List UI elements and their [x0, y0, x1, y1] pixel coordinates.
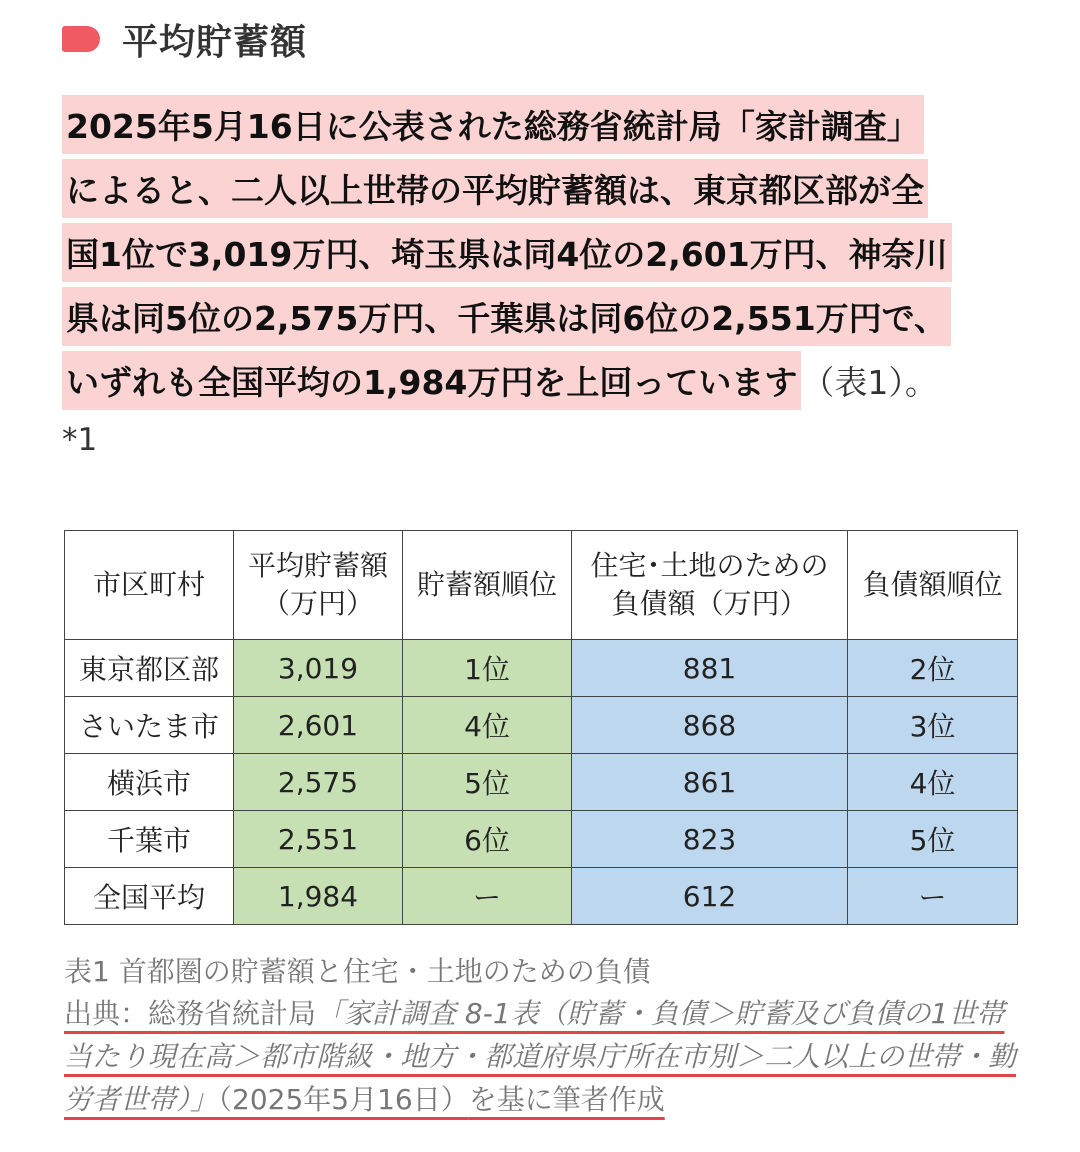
header-savings-rank: 貯蓄額順位	[403, 531, 572, 640]
paragraph-line-2: によると、二人以上世帯の平均貯蓄額は、東京都区部が全	[62, 159, 928, 218]
cell-municipality: さいたま市	[65, 697, 234, 754]
cell-avg-savings: 2,601	[234, 697, 403, 754]
cell-savings-rank: ー	[403, 868, 572, 925]
paragraph-line-3: 国1位で3,019万円、埼玉県は同4位の2,601万円、神奈川	[62, 223, 952, 282]
cell-municipality: 東京都区部	[65, 640, 234, 697]
section-heading	[62, 14, 307, 64]
cell-savings-rank: 1位	[403, 640, 572, 697]
cell-avg-savings: 3,019	[234, 640, 403, 697]
table-row	[65, 640, 1018, 697]
table-row	[65, 697, 1018, 754]
cell-debt-rank: 5位	[848, 811, 1018, 868]
table-row	[65, 811, 1018, 868]
cell-housing-debt: 861	[572, 754, 848, 811]
cell-avg-savings: 2,551	[234, 811, 403, 868]
table-row	[65, 754, 1018, 811]
caption-title: 表1 首都圏の貯蓄額と住宅・土地のための負債	[64, 955, 651, 988]
cell-savings-rank: 4位	[403, 697, 572, 754]
cell-housing-debt: 823	[572, 811, 848, 868]
source-date: （2025年5月16日）	[218, 1083, 469, 1116]
cell-municipality: 全国平均	[65, 868, 234, 925]
cell-debt-rank: 2位	[848, 640, 1018, 697]
paragraph-line-5: いずれも全国平均の1,984万円を上回っています	[62, 351, 801, 410]
cell-debt-rank: ー	[848, 868, 1018, 925]
cell-savings-rank: 5位	[403, 754, 572, 811]
cell-municipality: 横浜市	[65, 754, 234, 811]
cell-savings-rank: 6位	[403, 811, 572, 868]
source-suffix: を基に筆者作成	[468, 1083, 665, 1116]
cell-housing-debt: 612	[572, 868, 848, 925]
paragraph-line-4: 県は同5位の2,575万円、千葉県は同6位の2,551万円で、	[62, 287, 951, 346]
table-row	[65, 868, 1018, 925]
caption-source	[64, 992, 1024, 1121]
source-prefix: 出典：総務省統計局	[64, 997, 317, 1030]
table-caption	[64, 952, 1024, 1121]
header-municipality: 市区町村	[65, 531, 234, 640]
header-avg-savings-label: 平均貯蓄額	[247, 549, 388, 583]
section-title: 平均貯蓄額	[122, 21, 308, 63]
header-housing-debt-unit: 負債額（万円）	[611, 587, 808, 620]
header-debt-rank: 負債額順位	[848, 531, 1018, 640]
header-housing-debt-label: 住宅･土地のための	[590, 549, 829, 583]
footnote-marker[interactable]: *1	[62, 422, 98, 458]
cell-debt-rank: 3位	[848, 697, 1018, 754]
header-avg-savings-unit: （万円）	[261, 587, 374, 620]
highlighted-paragraph	[62, 92, 1022, 468]
savings-debt-table	[64, 530, 1018, 925]
cell-housing-debt: 881	[572, 640, 848, 697]
cell-debt-rank: 4位	[848, 754, 1018, 811]
paragraph-line-1: 2025年5月16日に公表された総務省統計局「家計調査」	[62, 95, 924, 154]
cell-housing-debt: 868	[572, 697, 848, 754]
table-header-row	[65, 531, 1018, 640]
heading-marker-icon	[62, 26, 100, 52]
source-link[interactable]: 「家計調査 8-1表（貯蓄・負債＞貯蓄及び負債の1世帯当たり現在高＞都市階級・地方・都道府県庁所在市別＞二人以上の世帯・勤労者世帯）」	[64, 997, 1017, 1116]
cell-avg-savings: 2,575	[234, 754, 403, 811]
paragraph-trailing: （表1）。	[801, 362, 938, 402]
cell-municipality: 千葉市	[65, 811, 234, 868]
cell-avg-savings: 1,984	[234, 868, 403, 925]
header-housing-debt	[572, 531, 848, 640]
header-avg-savings	[234, 531, 403, 640]
